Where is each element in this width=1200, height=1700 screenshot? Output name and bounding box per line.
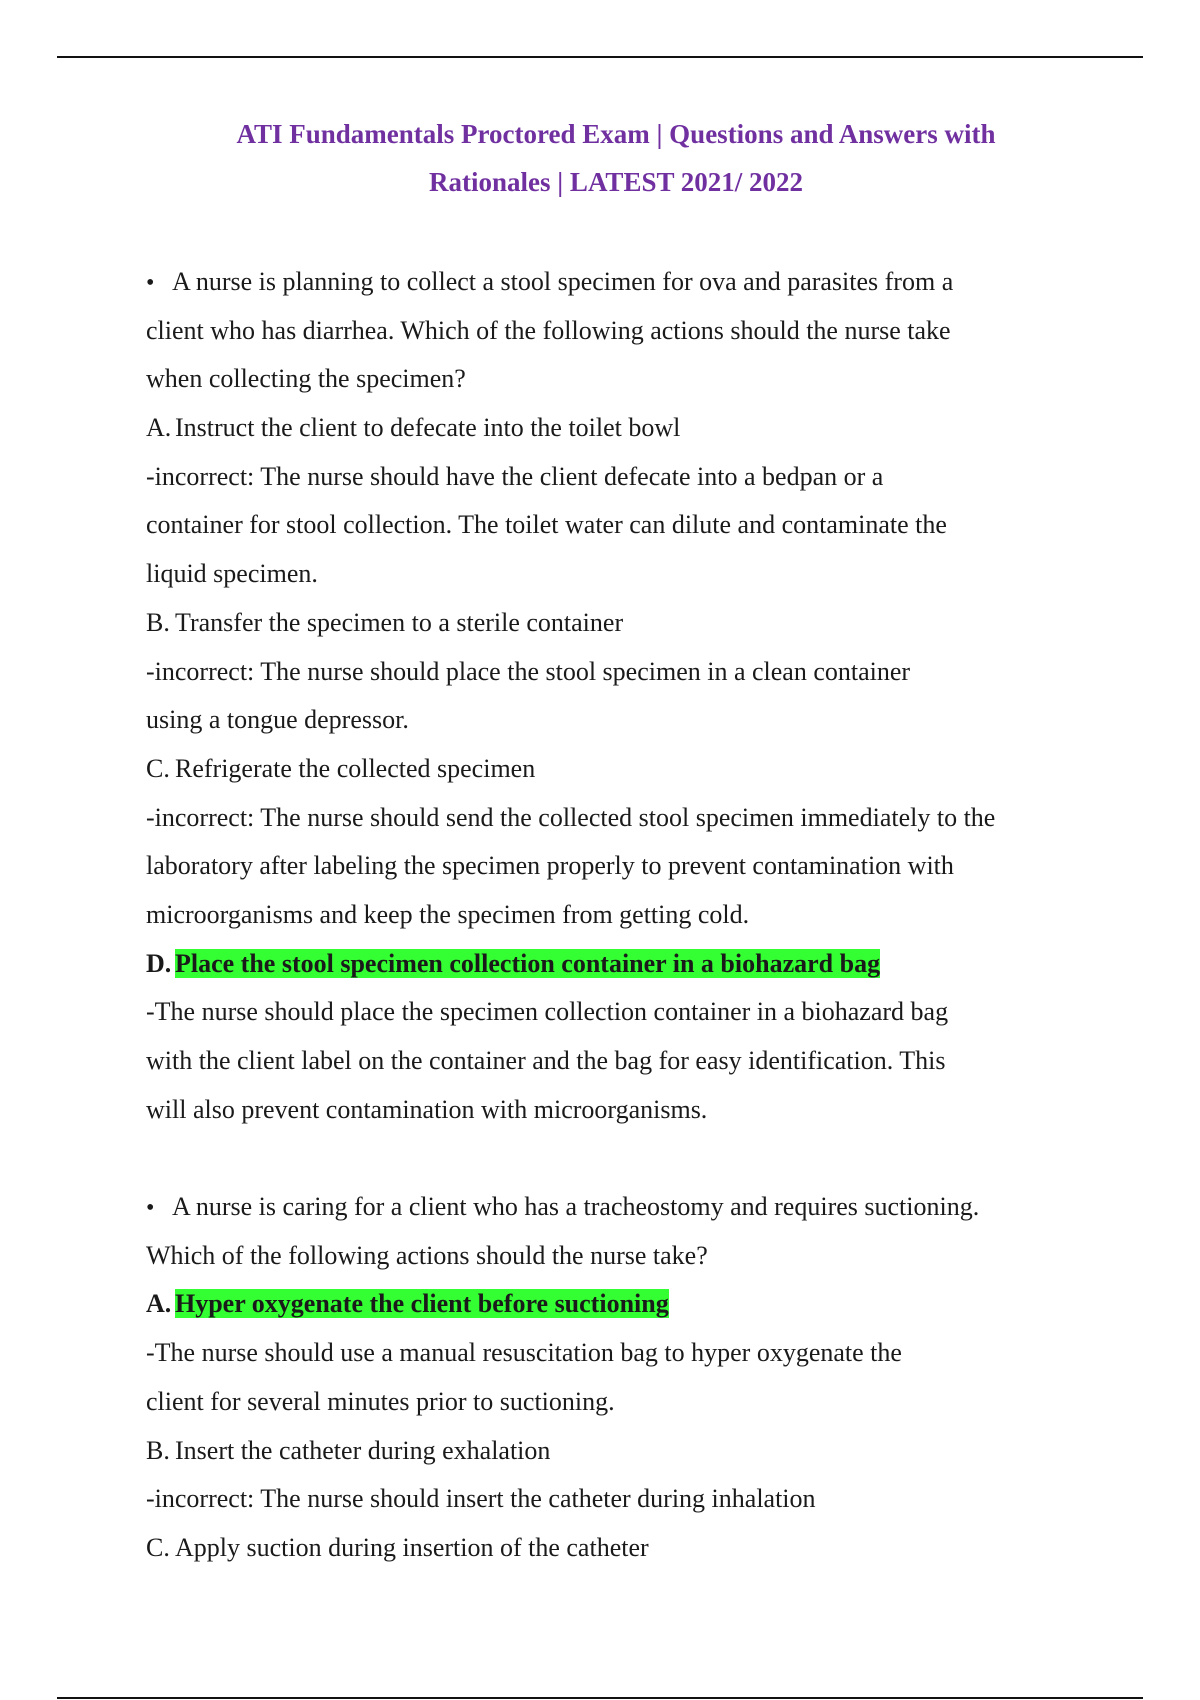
option-c-rationale: laboratory after labeling the specimen properly to prevent contamination with: [146, 851, 954, 881]
option-text: Transfer the specimen to a sterile container: [175, 607, 624, 637]
option-b-rationale: -incorrect: The nurse should place the stool specimen in a clean container: [146, 656, 911, 686]
option-a-rationale: -incorrect: The nurse should have the client defecate into a bedpan or a: [146, 461, 884, 491]
option-a-rationale: container for stool collection. The toilet water can dilute and contaminate the: [146, 510, 947, 540]
question-1-stem-text: A nurse is planning to collect a stool specimen for ova and parasites from a: [172, 267, 954, 296]
question-1-option-d-correct: [146, 940, 1106, 989]
question-1-option-a: [146, 404, 1106, 453]
question-1-stem-line: when collecting the specimen?: [146, 364, 466, 394]
question-1-option-c: [146, 745, 1106, 794]
option-letter: B.: [146, 1435, 170, 1465]
option-a-rationale: liquid specimen.: [146, 559, 318, 589]
title-line-1: ATI Fundamentals Proctored Exam | Questions and Answers with: [236, 119, 996, 149]
option-letter: A.: [146, 413, 172, 443]
option-d-rationale: with the client label on the container and the bag for easy identification. This: [146, 1046, 946, 1075]
bullet-icon: •: [146, 270, 155, 296]
option-letter: C.: [146, 1532, 170, 1562]
question-spacer: [146, 1134, 1106, 1183]
option-text: Apply suction during insertion of the catheter: [175, 1532, 649, 1562]
correct-answer-highlight: Place the stool specimen collection container in a biohazard bag: [175, 948, 881, 978]
correct-answer-highlight: Hyper oxygenate the client before suctioning: [175, 1289, 669, 1319]
question-1: [146, 258, 1106, 1134]
option-a-rationale: -The nurse should use a manual resuscitation bag to hyper oxygenate the: [146, 1338, 902, 1368]
bullet-icon: •: [146, 1195, 155, 1222]
question-2-stem-line: Which of the following actions should the nurse take?: [146, 1240, 708, 1270]
question-2: [146, 1183, 1106, 1573]
question-2-stem-line: [146, 1183, 1106, 1232]
question-2-option-c: [146, 1524, 1106, 1573]
top-rule: [57, 56, 1143, 58]
question-1-option-b: [146, 599, 1106, 648]
option-letter: C.: [146, 753, 170, 783]
option-b-rationale: -incorrect: The nurse should insert the catheter during inhalation: [146, 1484, 816, 1514]
title-line-2: Rationales | LATEST 2021/ 2022: [428, 167, 803, 197]
question-2-option-a-correct: [146, 1280, 1106, 1329]
question-2-option-b: [146, 1427, 1106, 1476]
option-text: Refrigerate the collected specimen: [175, 753, 536, 783]
document-body: [146, 258, 1106, 1573]
question-1-stem-line: client who has diarrhea. Which of the following actions should the nurse take: [146, 315, 951, 345]
option-c-rationale: microorganisms and keep the specimen from getting cold.: [146, 899, 750, 929]
option-text: Instruct the client to defecate into the toilet bowl: [175, 413, 681, 443]
option-text: Insert the catheter during exhalation: [175, 1435, 551, 1465]
option-letter: A.: [146, 1289, 172, 1319]
bottom-rule: [57, 1697, 1143, 1699]
question-1-stem-line: [146, 258, 1106, 307]
option-d-rationale: -The nurse should place the specimen collection container in a biohazard bag: [146, 997, 949, 1027]
document-title: [120, 110, 1112, 206]
option-b-rationale: using a tongue depressor.: [146, 705, 409, 735]
option-letter: D.: [146, 948, 172, 978]
option-a-rationale: client for several minutes prior to suctioning.: [146, 1386, 615, 1416]
option-c-rationale: -incorrect: The nurse should send the collected stool specimen immediately to the: [146, 802, 996, 832]
option-d-rationale: will also prevent contamination with microorganisms.: [146, 1094, 708, 1124]
option-letter: B.: [146, 607, 170, 637]
question-2-stem-text: A nurse is caring for a client who has a tracheostomy and requires suctioning.: [172, 1192, 980, 1222]
